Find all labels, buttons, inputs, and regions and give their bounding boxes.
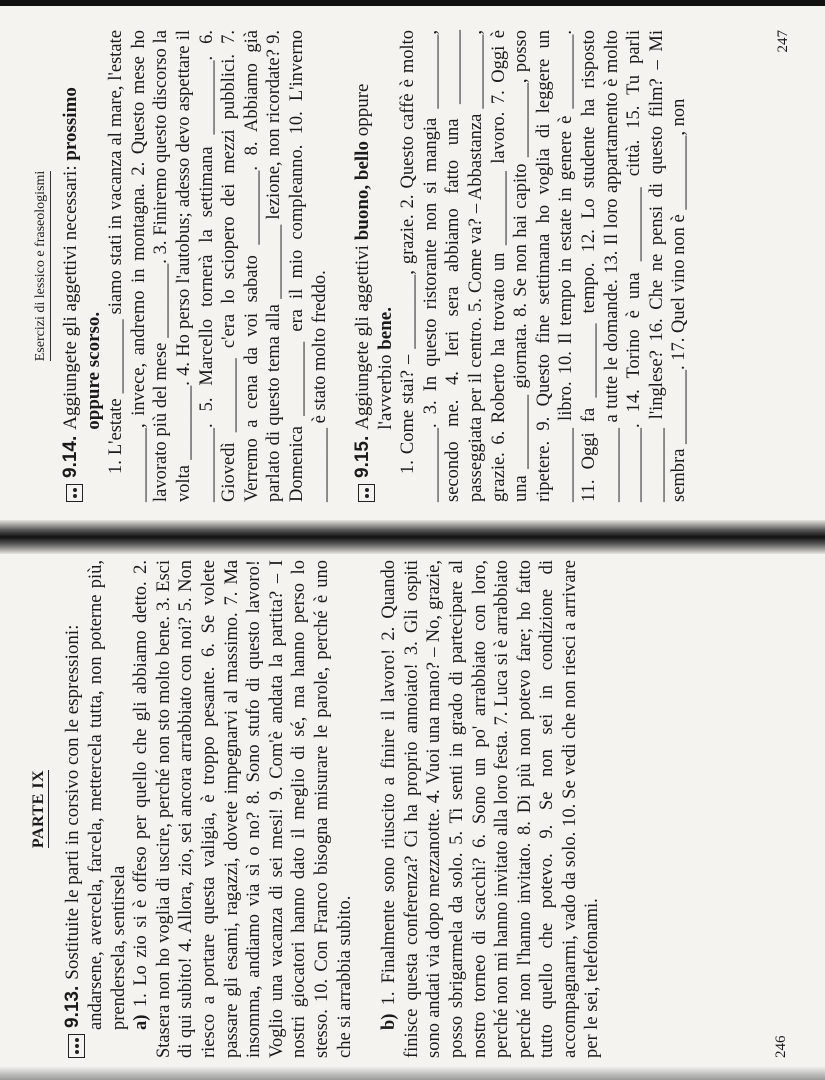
exercise-body: 1. L'estate ________ siamo stati in vacanza al mare, l'estate ________, invece, andremo in montagna. 2. Questo mese ho lavorato più del mese ________. 3. Finiremo questo discorso la volta ________. 4. Ho perso l'autobus; adesso devo aspettare il ________. 5. Marcello tornerà la settimana ________. 6. Giovedì ________ c'era lo sciopero dei mezzi pubblici. 7. Verremo a cena da voi sabato ________. 8. Abbiamo già parlato di questo tema alla ________ lezione, non ricordate? 9. Domenica ________ era il mio compleanno. 10. L'inverno ________ è stato molto freddo. bbox=[106, 30, 330, 502]
exercise-body: 1. Come stai? – ________, grazie. 2. Questo caffè è molto ________. 3. In questo ristorante non si mangia ________, secondo me. 4. Ieri sera abbiamo fatto una ________ passeggiata per il centro. 5. Come va? – Abbastanza ________, grazie. 6. Roberto ha trovato un ________ lavoro. 7. Oggi è una ________ giornata. 8. Se non hai capito ________, posso ripetere. 9. Questo fine settimana ho voglia di leggere un ________ libro. 10. Il tempo in estate in genere è ________. 11. Oggi fa ________ tempo. 12. Lo studente ha risposto ________ a tutte le domande. 13. Il loro appartamento è molto ________. 14. Torino è una ________ città. 15. Tu parli ________ l'inglese? 16. Che ne pensi di questo film? – Mi sembra ________. 17. Quel vino non è ________, non bbox=[398, 30, 690, 502]
exercise-options: andarsene, avercela, farcela, mettercela tutta, non poterne più, prendersela, sentirsela bbox=[86, 560, 129, 1030]
book-spine-shadow bbox=[0, 520, 825, 554]
two-dot-icon bbox=[358, 484, 375, 502]
exercise-title: Aggiungete gli aggettivi necessari: prossimo oppure scorso. bbox=[60, 87, 104, 430]
part-a-text: a) 1. Lo zio si è offeso per quello che gli abbiamo detto. 2. Stasera non ho voglia di uscire, perché non sto molto bene. 3. Esci di qui subito! 4. Allora, zio, sei ancora arrabbiato con noi? 5. Non riesco a portare questa valigia, è troppo pesante. 6. Se volete passare gli esami, ragazzi, dovete impegnarvi al massimo. 7. Ma insomma, andiamo via sì o no? 8. Sono stufo di questo lavoro! Voglio una vacanza di sei mesi! 9. Com'è andata la partita? – I nostri giocatori hanno dato il meglio di sé, ma hanno perso lo stesso. 10. Con Franco bisogna misurare le parole, perché è uno che si arrabbia subito. bbox=[131, 559, 355, 1058]
three-dot-icon bbox=[68, 1034, 85, 1058]
exercise-heading bbox=[62, 560, 85, 1058]
exercise-number: 9.15. bbox=[352, 435, 373, 478]
page-header: PARTE IX bbox=[30, 769, 47, 849]
two-dot-icon bbox=[66, 484, 83, 502]
exercise-9-15 bbox=[352, 30, 691, 502]
part-b-text: b) 1. Finalmente sono riuscito a finire il lavoro! 2. Quando finisce questa conferenza? Ci ha proprio annoiato! 3. Gli ospiti sono andati via dopo mezzanotte. 4. Vuoi una mano? – No, grazie, posso sbrigarmela da solo. 5. Ti senti in grado di partecipare al nostro torneo di scacchi? 6. Sono un po' arrabbiato con loro, perché non mi hanno invitato alla loro festa. 7. Luca si è arrabbiato perché non l'hanno invitato. 8. Di più non potevo fare; ho fatto tutto quello che potevo. 9. Se non sei in condizione di accompagnarmi, vado da solo. 10. Se vedi che non riesci a arrivare per le sei, telefonami. bbox=[379, 560, 603, 1058]
exercise-heading bbox=[352, 30, 397, 502]
left-page bbox=[28, 560, 798, 1058]
exercise-number: 9.14. bbox=[60, 435, 81, 478]
exercise-title: Aggiungete gli aggettivi buono, bello oppure l'avverbio bene. bbox=[352, 83, 396, 430]
page-number: 246 bbox=[773, 1035, 789, 1058]
exercise-number: 9.13. bbox=[62, 985, 83, 1028]
exercise-9-14 bbox=[60, 30, 331, 502]
exercise-heading bbox=[60, 30, 105, 502]
right-page bbox=[30, 30, 800, 502]
page-number: 247 bbox=[775, 30, 791, 53]
bottom-scan-shadow bbox=[0, 1066, 825, 1080]
top-scan-border bbox=[0, 0, 825, 6]
page-header: Esercizi di lessico e fraseologismi bbox=[30, 30, 53, 502]
exercise-9-13 bbox=[62, 560, 604, 1058]
exercise-title: Sostituite le parti in corsivo con le espressioni: bbox=[62, 624, 83, 980]
